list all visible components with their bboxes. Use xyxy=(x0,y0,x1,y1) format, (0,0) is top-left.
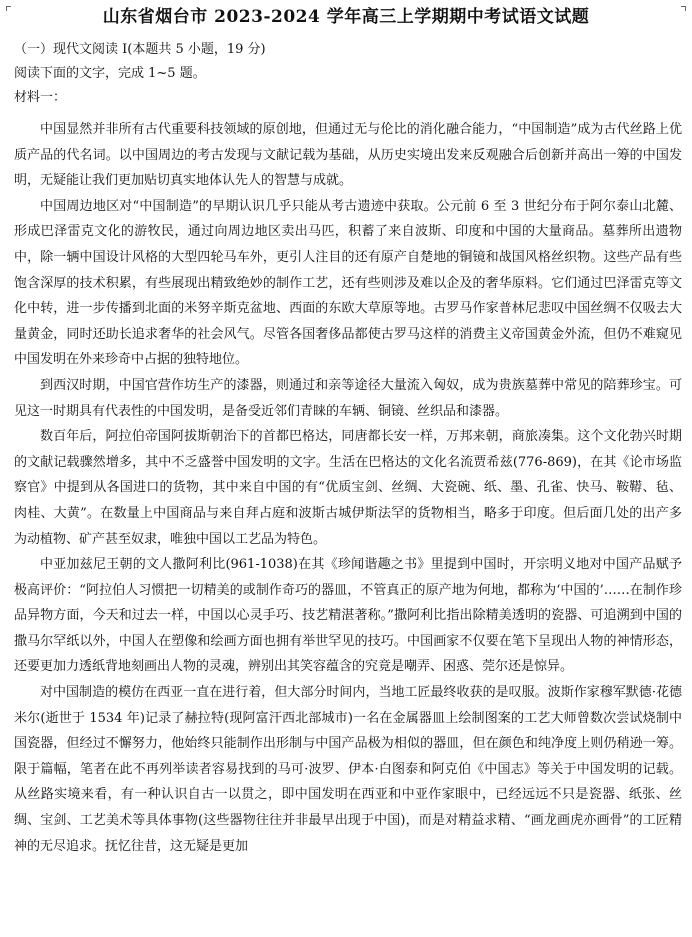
passage-paragraph: 数百年后，阿拉伯帝国阿拔斯朝治下的首都巴格达，同唐都长安一样，万邦来朝，商旅凑集。这个文化勃兴时期的文献记载骤然增多，其中不乏盛誉中国发明的文字。生活在巴格达的文化名流贾希兹(776-869)，在其《论市场监察官》中提到从各国进口的货物，其中来自中国的有“优质宝剑、丝绸、大瓷碗、纸、墨、孔雀、快马、鞍鞯、毡、肉桂、大黄”。在数量上中国商品与来自拜占庭和波斯古城伊斯法罕的货物相当，略多于印度。但后面几处的出产多为动植物、矿产甚至奴隶，唯独中国以工艺品为特色。 xyxy=(14,429,682,547)
page-title: 山东省烟台市 2023-2024 学年高三上学期期中考试语文试题 xyxy=(102,7,590,27)
passage-body xyxy=(14,117,682,859)
passage-paragraph: 到西汉时期，中国官营作坊生产的漆器，则通过和亲等途径大量流入匈奴，成为贵族墓葬中常见的陪葬珍宝。可见这一时期具有代表性的中国发明，是备受近邻们青睐的车辆、铜镜、丝织品和漆器。 xyxy=(14,377,682,419)
passage-paragraph: 中国周边地区对“中国制造”的早期认识几乎只能从考古遗迹中获取。公元前 6 至 3 世纪分布于阿尔泰山北麓、形成巴泽雷克文化的游牧民，通过向周边地区卖出马匹，积蓄了来自波斯、印度和中国的大量商品。墓葬所出遗物中，除一辆中国设计风格的大型四轮马车外，更引人注目的还有原产自楚地的铜镜和战国风格丝织物。这些产品有些饱含深厚的技术积累，有些展现出精致绝妙的制作工艺，还有些则涉及难以企及的奢华原料。它们通过巴泽雷克等文化中转，进一步传播到北面的米努辛斯克盆地、西面的东欧大草原等地。古罗马作家普林尼悲叹中国丝绸不仅吸去大量黄金，同时还助长追求奢华的社会风气。尽管各国奢侈品都使古罗马这样的消费主义帝国黄金外流，但仍不难窥见中国发明在外来珍奇中占据的独特地位。 xyxy=(14,198,682,368)
material-label: 材料一： xyxy=(14,90,67,105)
passage-paragraph: 对中国制造的模仿在西亚一直在进行着，但大部分时间内，当地工匠最终收获的是叹服。波斯作家穆军默德·花德米尔(逝世于 1534 年)记录了赫拉特(现阿富汗西北部城市)一名在金属器皿上绘制图案的工艺大师曾数次尝试烧制中国瓷器，但经过不懈努力，他始终只能制作出形制与中国产品极为相似的器皿，但在颜色和纯净度上则仍稍逊一筹。限于篇幅，笔者在此不再列举读者容易找到的马可·波罗、伊本·白图泰和阿克伯《中国志》等关于中国发明的记载。从丝路实境来看，有一种认识自古一以贯之，即中国发明在西亚和中亚作家眼中，已经远远不只是瓷器、纸张、丝绸、宝剑、工艺美术等具体事物(这些器物往往并非最早出现于中国)，而是对精益求精、“画龙画虎亦画骨”的工匠精神的无尽追求。抚忆往昔，这无疑是更加 xyxy=(14,685,682,854)
passage-paragraph: 中亚加兹尼王朝的文人撒阿利比(961-1038)在其《珍闻谐趣之书》里提到中国时，开宗明义地对中国产品赋予极高评价：“阿拉伯人习惯把一切精美的或制作奇巧的器皿，不管真正的原产地为何地，都称为‘中国的’……在制作珍品异物方面，今天和过去一样，中国以心灵手巧、技艺精湛著称。”撒阿利比指出除精美透明的瓷器、可追溯到中国的撒马尔罕纸以外，中国人在塑像和绘画方面也拥有举世罕见的技巧。中国画家不仅要在笔下呈现出人物的神情形态，还要更加力透纸背地刻画出人物的灵魂，辨别出其笑容蕴含的究竟是嘲弄、困惑、莞尔还是惊异。 xyxy=(14,557,682,675)
instruction-text: 阅读下面的文字，完成 1~5 题。 xyxy=(14,66,206,81)
section-heading: （一）现代文阅读 I(本题共 5 小题，19 分) xyxy=(14,42,266,57)
passage-paragraph: 中国显然并非所有古代重要科技领域的原创地，但通过无与伦比的消化融合能力，“中国制造”成为古代丝路上优质产品的代名词。以中国周边的考古发现与文献记载为基础，从历史实境出发来反观融合后创新并高出一筹的中国发明，无疑能让我们更加贴切真实地体认先人的智慧与成就。 xyxy=(14,122,682,189)
